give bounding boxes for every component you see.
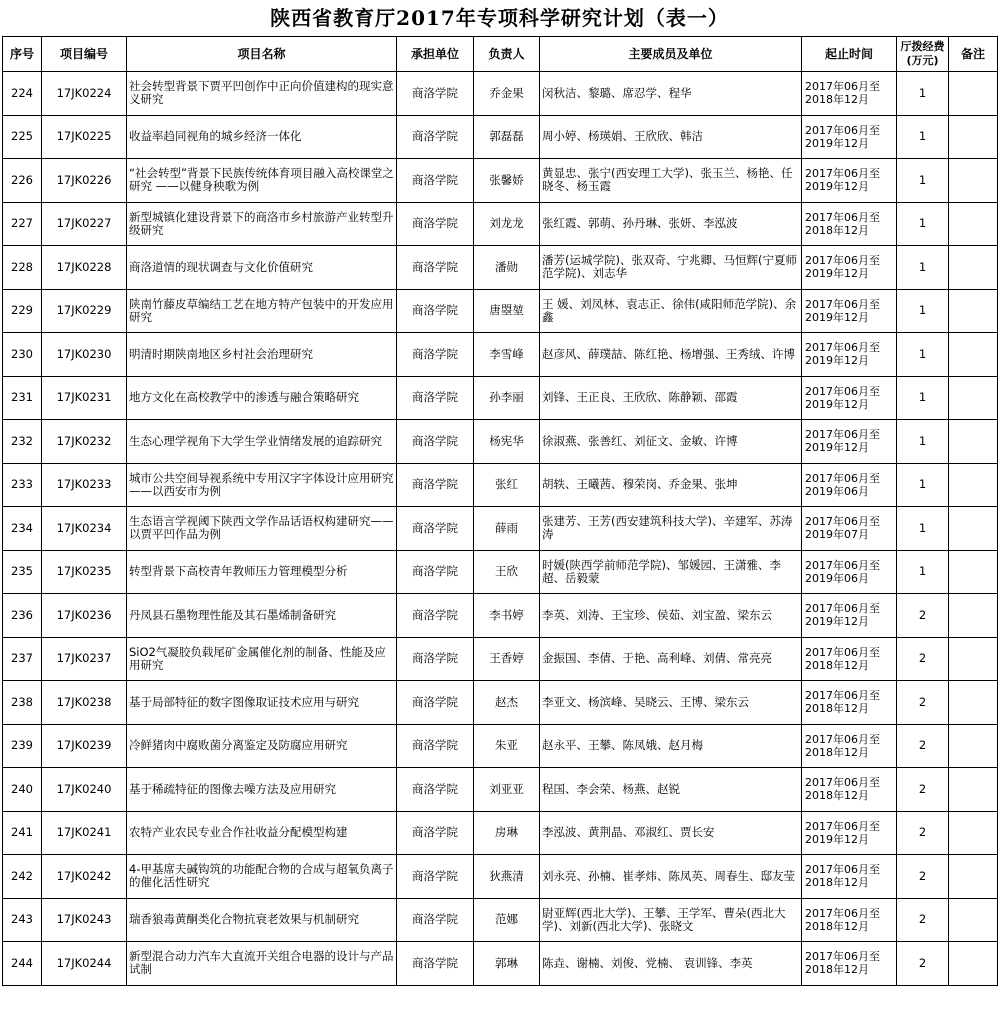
cell-seq: 243 — [3, 898, 42, 942]
table-row — [3, 159, 998, 203]
cell-unit: 商洛学院 — [397, 72, 474, 116]
cell-leader: 张红 — [474, 463, 540, 507]
cell-unit: 商洛学院 — [397, 811, 474, 855]
cell-unit: 商洛学院 — [397, 463, 474, 507]
cell-period: 2017年06月至2018年12月 — [802, 202, 897, 246]
cell-fund: 2 — [897, 681, 949, 725]
cell-leader: 郭磊磊 — [474, 115, 540, 159]
cell-project-name: 社会转型背景下贾平凹创作中正向价值建构的现实意义研究 — [127, 72, 397, 116]
cell-leader: 王欣 — [474, 550, 540, 594]
header-seq: 序号 — [3, 37, 42, 72]
cell-fund: 2 — [897, 855, 949, 899]
table-row — [3, 289, 998, 333]
cell-project-code: 17JK0234 — [42, 507, 127, 551]
table-row — [3, 768, 998, 812]
cell-unit: 商洛学院 — [397, 898, 474, 942]
cell-project-code: 17JK0239 — [42, 724, 127, 768]
cell-project-code: 17JK0241 — [42, 811, 127, 855]
cell-unit: 商洛学院 — [397, 420, 474, 464]
cell-period: 2017年06月至2019年06月 — [802, 463, 897, 507]
cell-unit: 商洛学院 — [397, 594, 474, 638]
cell-project-name: 基于稀疏特征的图像去噪方法及应用研究 — [127, 768, 397, 812]
table-body — [3, 72, 998, 986]
cell-note — [949, 420, 998, 464]
cell-project-code: 17JK0232 — [42, 420, 127, 464]
cell-unit: 商洛学院 — [397, 637, 474, 681]
cell-members: 王 媛、刘凤林、袁志正、徐伟(咸阳师范学院)、余鑫 — [540, 289, 802, 333]
cell-period: 2017年06月至2019年12月 — [802, 811, 897, 855]
header-note: 备注 — [949, 37, 998, 72]
cell-fund: 2 — [897, 768, 949, 812]
cell-period: 2017年06月至2018年12月 — [802, 855, 897, 899]
cell-note — [949, 115, 998, 159]
cell-project-code: 17JK0238 — [42, 681, 127, 725]
cell-project-name: 4-甲基席夫碱钩筑的功能配合物的合成与超氧负离子的催化活性研究 — [127, 855, 397, 899]
cell-seq: 232 — [3, 420, 42, 464]
header-leader: 负责人 — [474, 37, 540, 72]
cell-seq: 224 — [3, 72, 42, 116]
cell-unit: 商洛学院 — [397, 289, 474, 333]
cell-members: 胡轶、王曦茜、穆荣岗、乔金果、张坤 — [540, 463, 802, 507]
header-fund: 厅拨经费(万元) — [897, 37, 949, 72]
cell-unit: 商洛学院 — [397, 202, 474, 246]
header-code: 项目编号 — [42, 37, 127, 72]
cell-leader: 范娜 — [474, 898, 540, 942]
cell-note — [949, 376, 998, 420]
cell-note — [949, 246, 998, 290]
cell-seq: 236 — [3, 594, 42, 638]
cell-fund: 1 — [897, 72, 949, 116]
cell-fund: 1 — [897, 289, 949, 333]
page-title: 陕西省教育厅2017年专项科学研究计划（表一） — [270, 6, 729, 30]
cell-note — [949, 811, 998, 855]
cell-unit: 商洛学院 — [397, 942, 474, 986]
cell-note — [949, 202, 998, 246]
cell-period: 2017年06月至2018年12月 — [802, 681, 897, 725]
cell-project-name: 商洛道情的现状调查与文化价值研究 — [127, 246, 397, 290]
cell-note — [949, 724, 998, 768]
cell-seq: 227 — [3, 202, 42, 246]
cell-leader: 房琳 — [474, 811, 540, 855]
cell-project-code: 17JK0226 — [42, 159, 127, 203]
cell-project-code: 17JK0229 — [42, 289, 127, 333]
cell-project-name: 收益率趋同视角的城乡经济一体化 — [127, 115, 397, 159]
cell-leader: 潘勋 — [474, 246, 540, 290]
cell-project-name: “社会转型”背景下民族传统体育项目融入高校课堂之研究 ——以健身秧歌为例 — [127, 159, 397, 203]
cell-fund: 1 — [897, 246, 949, 290]
cell-leader: 李书婷 — [474, 594, 540, 638]
table-row — [3, 202, 998, 246]
table-row — [3, 637, 998, 681]
table-row — [3, 507, 998, 551]
cell-project-code: 17JK0240 — [42, 768, 127, 812]
cell-seq: 235 — [3, 550, 42, 594]
cell-seq: 242 — [3, 855, 42, 899]
cell-fund: 2 — [897, 594, 949, 638]
cell-note — [949, 159, 998, 203]
cell-seq: 238 — [3, 681, 42, 725]
cell-fund: 2 — [897, 942, 949, 986]
cell-unit: 商洛学院 — [397, 550, 474, 594]
cell-note — [949, 333, 998, 377]
cell-members: 李英、刘涛、王宝珍、侯茹、刘宝盈、梁东云 — [540, 594, 802, 638]
table-row — [3, 246, 998, 290]
header-members: 主要成员及单位 — [540, 37, 802, 72]
cell-seq: 233 — [3, 463, 42, 507]
cell-note — [949, 637, 998, 681]
cell-members: 闵秋洁、黎璐、席忍学、程华 — [540, 72, 802, 116]
cell-note — [949, 855, 998, 899]
cell-fund: 1 — [897, 420, 949, 464]
cell-leader: 刘亚亚 — [474, 768, 540, 812]
cell-members: 尉亚辉(西北大学)、王攀、王学军、曹朵(西北大学)、刘新(西北大学)、张晓文 — [540, 898, 802, 942]
cell-project-code: 17JK0235 — [42, 550, 127, 594]
cell-period: 2017年06月至2018年12月 — [802, 72, 897, 116]
cell-note — [949, 942, 998, 986]
cell-project-code: 17JK0244 — [42, 942, 127, 986]
cell-period: 2017年06月至2019年12月 — [802, 115, 897, 159]
table-row — [3, 463, 998, 507]
table-row — [3, 550, 998, 594]
cell-leader: 张馨娇 — [474, 159, 540, 203]
cell-unit: 商洛学院 — [397, 507, 474, 551]
cell-members: 张建芳、王芳(西安建筑科技大学)、辛建军、苏涛涛 — [540, 507, 802, 551]
cell-project-name: 农特产业农民专业合作社收益分配模型构建 — [127, 811, 397, 855]
table-row — [3, 72, 998, 116]
cell-project-name: 瑞香狼毒黄酮类化合物抗衰老效果与机制研究 — [127, 898, 397, 942]
cell-seq: 241 — [3, 811, 42, 855]
cell-project-code: 17JK0243 — [42, 898, 127, 942]
cell-note — [949, 72, 998, 116]
cell-leader: 赵杰 — [474, 681, 540, 725]
table-row — [3, 594, 998, 638]
cell-project-name: 丹凤县石墨物理性能及其石墨烯制备研究 — [127, 594, 397, 638]
table-row — [3, 333, 998, 377]
cell-unit: 商洛学院 — [397, 159, 474, 203]
table-row — [3, 855, 998, 899]
cell-members: 赵彦风、薛璞喆、陈红艳、杨增强、王秀绒、许博 — [540, 333, 802, 377]
cell-fund: 1 — [897, 463, 949, 507]
cell-note — [949, 507, 998, 551]
cell-members: 李泓波、黄荆晶、邓淑红、贾长安 — [540, 811, 802, 855]
cell-members: 李亚文、杨滨峰、吴晓云、王博、梁东云 — [540, 681, 802, 725]
cell-project-code: 17JK0224 — [42, 72, 127, 116]
cell-note — [949, 768, 998, 812]
cell-note — [949, 594, 998, 638]
cell-fund: 1 — [897, 115, 949, 159]
cell-period: 2017年06月至2018年12月 — [802, 942, 897, 986]
cell-leader: 郭琳 — [474, 942, 540, 986]
cell-note — [949, 289, 998, 333]
cell-leader: 刘龙龙 — [474, 202, 540, 246]
cell-period: 2017年06月至2019年12月 — [802, 289, 897, 333]
cell-fund: 2 — [897, 811, 949, 855]
cell-period: 2017年06月至2018年12月 — [802, 768, 897, 812]
cell-seq: 225 — [3, 115, 42, 159]
cell-fund: 2 — [897, 898, 949, 942]
cell-leader: 狄燕清 — [474, 855, 540, 899]
cell-project-name: 城市公共空间导视系统中专用汉字字体设计应用研究 ——以西安市为例 — [127, 463, 397, 507]
cell-seq: 234 — [3, 507, 42, 551]
cell-leader: 唐曌堃 — [474, 289, 540, 333]
cell-leader: 杨宪华 — [474, 420, 540, 464]
cell-project-code: 17JK0231 — [42, 376, 127, 420]
cell-project-code: 17JK0227 — [42, 202, 127, 246]
cell-fund: 1 — [897, 333, 949, 377]
cell-seq: 228 — [3, 246, 42, 290]
cell-leader: 乔金果 — [474, 72, 540, 116]
cell-fund: 1 — [897, 202, 949, 246]
table-row — [3, 115, 998, 159]
cell-members: 程国、李会荣、杨燕、赵锐 — [540, 768, 802, 812]
cell-note — [949, 898, 998, 942]
cell-fund: 1 — [897, 507, 949, 551]
cell-project-name: 新型混合动力汽车大直流开关组合电器的设计与产品试制 — [127, 942, 397, 986]
cell-members: 时媛(陕西学前师范学院)、邹媛园、王潇雅、李超、岳毅蒙 — [540, 550, 802, 594]
cell-project-code: 17JK0242 — [42, 855, 127, 899]
cell-members: 金振国、李倩、于艳、高利峰、刘倩、常亮亮 — [540, 637, 802, 681]
cell-period: 2017年06月至2019年12月 — [802, 159, 897, 203]
cell-period: 2017年06月至2019年07月 — [802, 507, 897, 551]
cell-project-name: 地方文化在高校教学中的渗透与融合策略研究 — [127, 376, 397, 420]
cell-project-code: 17JK0230 — [42, 333, 127, 377]
cell-project-name: 生态心理学视角下大学生学业情绪发展的追踪研究 — [127, 420, 397, 464]
cell-period: 2017年06月至2019年12月 — [802, 420, 897, 464]
cell-members: 黄显忠、张宁(西安理工大学)、张玉兰、杨艳、任晓冬、杨玉霞 — [540, 159, 802, 203]
cell-project-name: 生态语言学视阈下陕西文学作品话语权构建研究——以贾平凹作品为例 — [127, 507, 397, 551]
project-table — [2, 36, 998, 986]
table-row — [3, 724, 998, 768]
cell-members: 赵永平、王攀、陈凤娥、赵月梅 — [540, 724, 802, 768]
cell-project-name: 转型背景下高校青年教师压力管理模型分析 — [127, 550, 397, 594]
cell-fund: 1 — [897, 159, 949, 203]
cell-seq: 226 — [3, 159, 42, 203]
table-row — [3, 942, 998, 986]
cell-note — [949, 463, 998, 507]
cell-members: 刘锋、王正良、王欣欣、陈静颖、邵霞 — [540, 376, 802, 420]
cell-fund: 2 — [897, 637, 949, 681]
cell-period: 2017年06月至2019年06月 — [802, 550, 897, 594]
cell-project-name: 冷鲜猪肉中腐败菌分离鉴定及防腐应用研究 — [127, 724, 397, 768]
cell-fund: 2 — [897, 724, 949, 768]
cell-period: 2017年06月至2019年12月 — [802, 594, 897, 638]
cell-note — [949, 550, 998, 594]
header-period: 起止时间 — [802, 37, 897, 72]
cell-period: 2017年06月至2019年12月 — [802, 246, 897, 290]
cell-members: 潘芳(运城学院)、张双奇、宁兆卿、马恒辉(宁夏师范学院)、刘志华 — [540, 246, 802, 290]
cell-seq: 237 — [3, 637, 42, 681]
header-row — [3, 37, 998, 72]
table-row — [3, 811, 998, 855]
cell-project-code: 17JK0237 — [42, 637, 127, 681]
cell-members: 陈垚、谢楠、刘俊、党楠、 袁训锋、李英 — [540, 942, 802, 986]
cell-seq: 229 — [3, 289, 42, 333]
cell-seq: 244 — [3, 942, 42, 986]
cell-project-name: 基于局部特征的数字图像取证技术应用与研究 — [127, 681, 397, 725]
cell-unit: 商洛学院 — [397, 681, 474, 725]
cell-unit: 商洛学院 — [397, 246, 474, 290]
cell-unit: 商洛学院 — [397, 768, 474, 812]
cell-leader: 薛雨 — [474, 507, 540, 551]
cell-seq: 230 — [3, 333, 42, 377]
cell-unit: 商洛学院 — [397, 115, 474, 159]
cell-project-code: 17JK0233 — [42, 463, 127, 507]
cell-members: 周小婷、杨瑛娟、王欣欣、韩洁 — [540, 115, 802, 159]
cell-project-name: 明清时期陕南地区乡村社会治理研究 — [127, 333, 397, 377]
cell-unit: 商洛学院 — [397, 724, 474, 768]
table-row — [3, 420, 998, 464]
cell-members: 张红霞、郭萌、孙丹琳、张妍、李泓波 — [540, 202, 802, 246]
cell-leader: 孙李丽 — [474, 376, 540, 420]
cell-project-code: 17JK0236 — [42, 594, 127, 638]
header-name: 项目名称 — [127, 37, 397, 72]
cell-unit: 商洛学院 — [397, 333, 474, 377]
cell-leader: 王香婷 — [474, 637, 540, 681]
cell-project-code: 17JK0225 — [42, 115, 127, 159]
cell-period: 2017年06月至2018年12月 — [802, 724, 897, 768]
cell-unit: 商洛学院 — [397, 855, 474, 899]
table-row — [3, 681, 998, 725]
cell-fund: 1 — [897, 550, 949, 594]
cell-seq: 231 — [3, 376, 42, 420]
cell-period: 2017年06月至2019年12月 — [802, 333, 897, 377]
cell-leader: 李雪峰 — [474, 333, 540, 377]
cell-members: 徐淑燕、张善红、刘征文、金敏、许博 — [540, 420, 802, 464]
cell-period: 2017年06月至2018年12月 — [802, 637, 897, 681]
cell-period: 2017年06月至2018年12月 — [802, 898, 897, 942]
cell-fund: 1 — [897, 376, 949, 420]
cell-project-name: 新型城镇化建设背景下的商洛市乡村旅游产业转型升级研究 — [127, 202, 397, 246]
cell-seq: 240 — [3, 768, 42, 812]
header-unit: 承担单位 — [397, 37, 474, 72]
table-row — [3, 898, 998, 942]
cell-members: 刘永亮、孙楠、崔孝炜、陈凤英、周春生、邸友莹 — [540, 855, 802, 899]
cell-project-name: 陕南竹藤皮草编结工艺在地方特产包装中的开发应用研究 — [127, 289, 397, 333]
cell-note — [949, 681, 998, 725]
table-row — [3, 376, 998, 420]
cell-leader: 朱亚 — [474, 724, 540, 768]
cell-seq: 239 — [3, 724, 42, 768]
cell-project-code: 17JK0228 — [42, 246, 127, 290]
cell-period: 2017年06月至2019年12月 — [802, 376, 897, 420]
cell-unit: 商洛学院 — [397, 376, 474, 420]
cell-project-name: SiO2气凝胶负载尾矿金属催化剂的制备、性能及应用研究 — [127, 637, 397, 681]
